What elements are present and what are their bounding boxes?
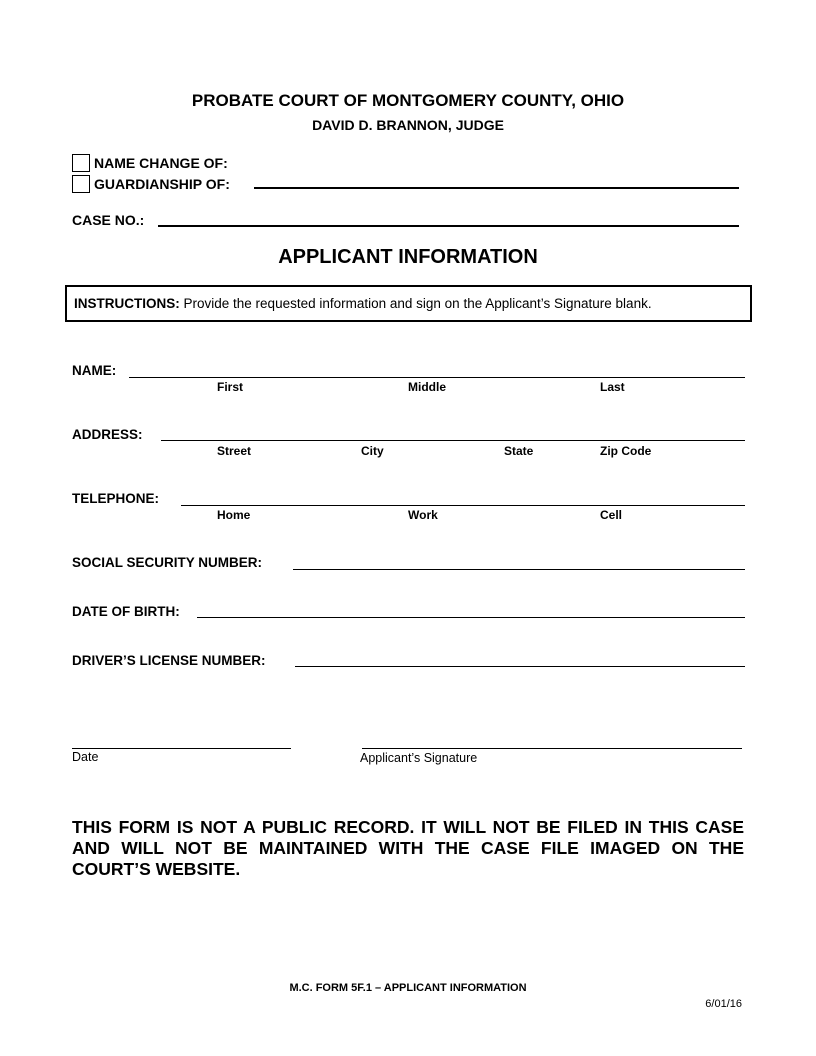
page-title: APPLICANT INFORMATION	[278, 246, 538, 268]
address-label: ADDRESS:	[72, 427, 143, 442]
guardianship-line[interactable]	[254, 187, 739, 189]
date-label: Date	[72, 750, 99, 764]
form-id: M.C. FORM 5F.1 – APPLICANT INFORMATION	[289, 982, 527, 994]
dob-line[interactable]	[197, 617, 745, 618]
address-line[interactable]	[161, 440, 745, 441]
address-street-label: Street	[217, 444, 252, 458]
license-label: DRIVER’S LICENSE NUMBER:	[72, 653, 266, 668]
instructions-label: INSTRUCTIONS:	[74, 296, 180, 311]
dob-label: DATE OF BIRTH:	[72, 604, 180, 619]
instructions-text: Provide the requested information and sign on the Applicant’s Signature blank.	[183, 296, 652, 311]
form-date: 6/01/16	[705, 998, 742, 1010]
license-line[interactable]	[295, 666, 745, 667]
telephone-home-label: Home	[217, 508, 251, 522]
case-no-label: CASE NO.:	[72, 212, 145, 228]
address-city-label: City	[361, 444, 384, 458]
telephone-work-label: Work	[408, 508, 438, 522]
date-signature-line[interactable]	[72, 748, 291, 749]
name-change-label: NAME CHANGE OF:	[94, 155, 228, 171]
telephone-label: TELEPHONE:	[72, 491, 160, 506]
name-line[interactable]	[129, 377, 745, 378]
address-state-label: State	[504, 444, 534, 458]
telephone-cell-label: Cell	[600, 508, 623, 522]
case-no-line[interactable]	[158, 225, 739, 227]
name-middle-label: Middle	[408, 380, 446, 394]
instructions-line	[74, 296, 652, 311]
name-label: NAME:	[72, 363, 117, 378]
court-title: PROBATE COURT OF MONTGOMERY COUNTY, OHIO	[191, 91, 625, 110]
guardianship-checkbox[interactable]	[72, 175, 90, 193]
judge-name: DAVID D. BRANNON, JUDGE	[312, 117, 504, 133]
name-first-label: First	[217, 380, 244, 394]
applicant-signature-line[interactable]	[362, 748, 742, 749]
name-change-checkbox[interactable]	[72, 154, 90, 172]
telephone-line[interactable]	[181, 505, 745, 506]
address-zip-label: Zip Code	[600, 444, 652, 458]
ssn-label: SOCIAL SECURITY NUMBER:	[72, 555, 263, 570]
public-record-notice: THIS FORM IS NOT A PUBLIC RECORD. IT WILL NOT BE FILED IN THIS CASE AND WILL NOT BE MAINTAINED WITH THE CASE FILE IMAGED ON THE COURT’S WEBSITE.	[72, 817, 744, 879]
guardianship-label: GUARDIANSHIP OF:	[94, 176, 230, 192]
instructions-box	[65, 285, 752, 322]
name-last-label: Last	[600, 380, 625, 394]
applicant-signature-label: Applicant’s Signature	[360, 751, 478, 765]
ssn-line[interactable]	[293, 569, 745, 570]
